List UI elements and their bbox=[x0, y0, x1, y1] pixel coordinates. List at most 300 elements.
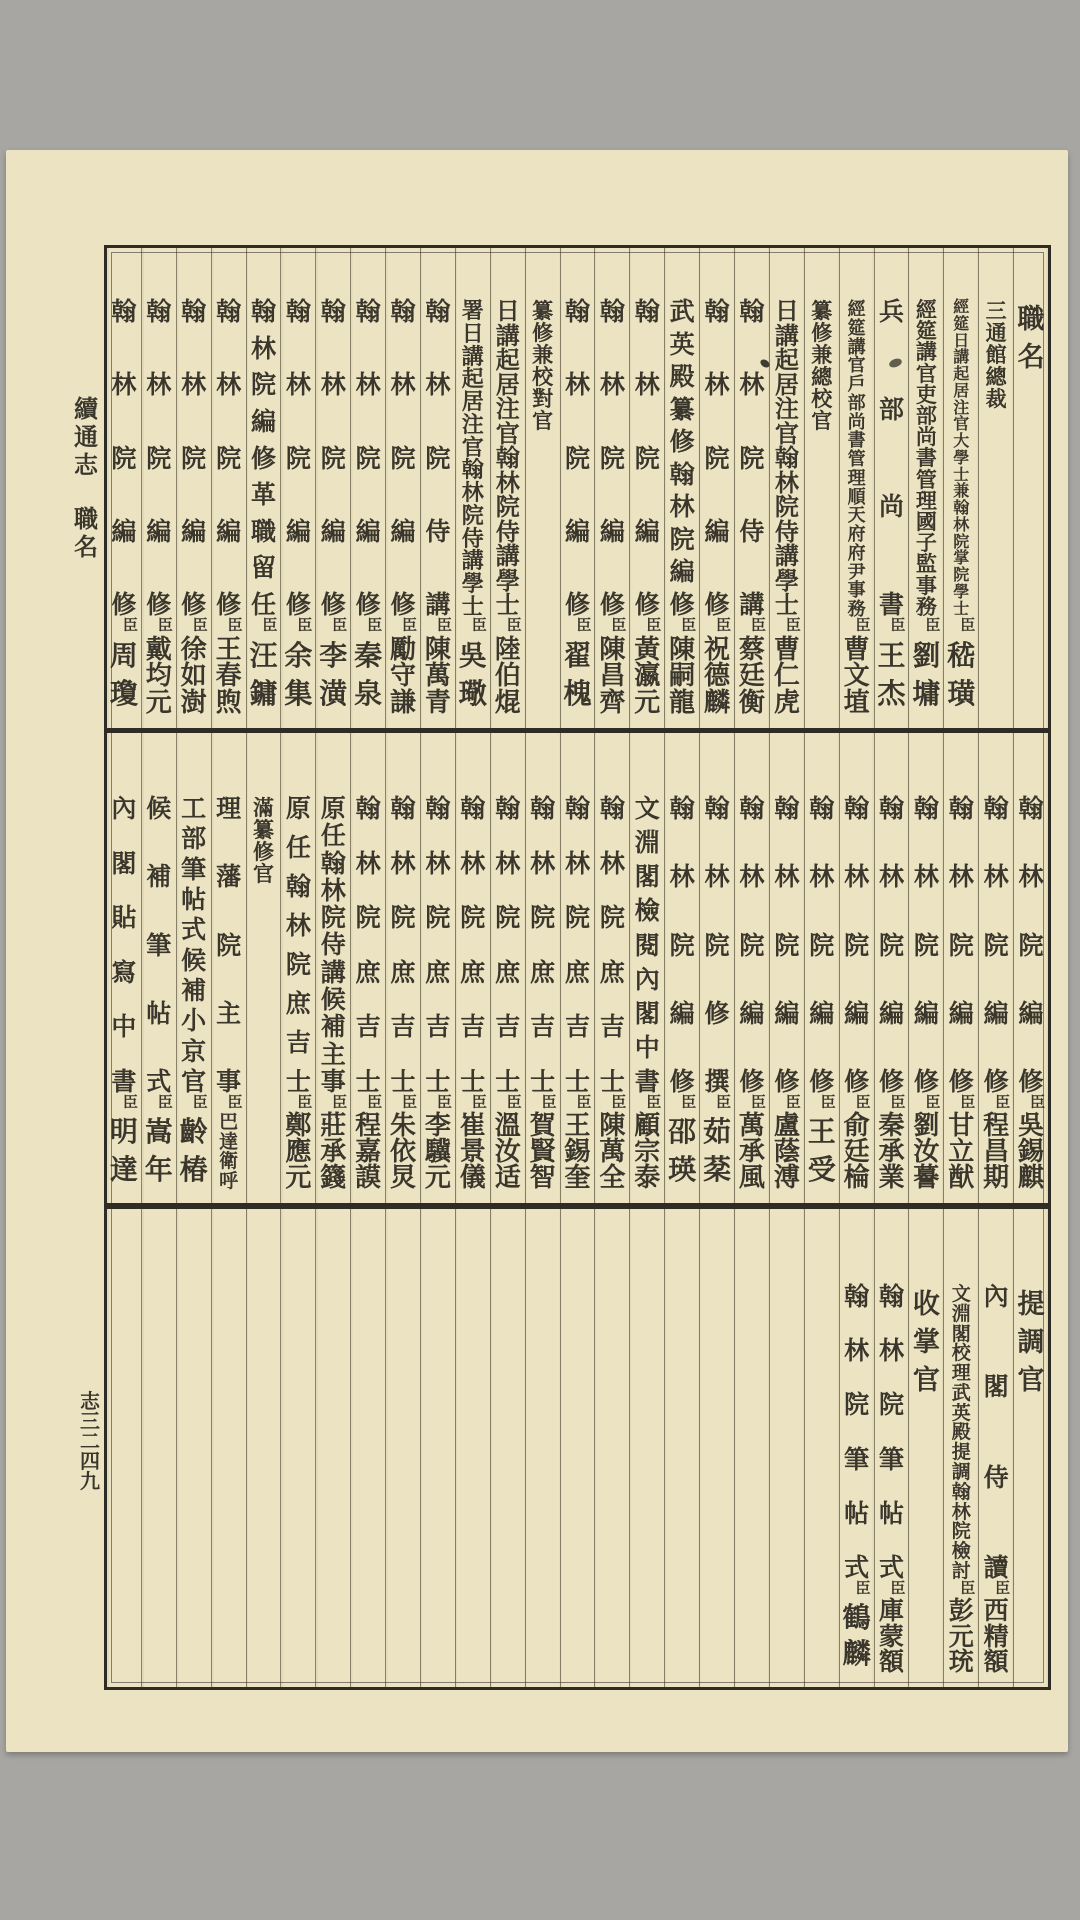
glyph: 事 bbox=[915, 573, 937, 598]
glyph: 調 bbox=[951, 1462, 971, 1484]
official-name bbox=[700, 636, 734, 716]
glyph: 淵 bbox=[634, 830, 660, 858]
glyph: 侍 bbox=[983, 1464, 1009, 1492]
glyph: 編 bbox=[634, 518, 660, 546]
glyph: 呼 bbox=[219, 1170, 239, 1192]
official-column bbox=[142, 248, 177, 728]
glyph: 翰 bbox=[216, 299, 242, 326]
official-name-block bbox=[875, 1581, 909, 1675]
official-title bbox=[595, 797, 629, 1095]
glyph: 林 bbox=[669, 494, 695, 522]
glyph: 汝 bbox=[913, 1137, 940, 1166]
glyph: 林 bbox=[878, 864, 904, 892]
glyph: 編 bbox=[355, 518, 381, 546]
glyph: 祝 bbox=[704, 634, 731, 664]
glyph: 修 bbox=[634, 592, 660, 619]
official-name-block bbox=[491, 1095, 525, 1191]
glyph: 翰 bbox=[951, 1481, 971, 1503]
official-name bbox=[316, 636, 350, 716]
glyph: 兼 bbox=[532, 343, 554, 367]
glyph: 林 bbox=[774, 470, 799, 497]
glyph: 式 bbox=[181, 917, 207, 945]
glyph: 修 bbox=[390, 592, 416, 619]
official-name bbox=[456, 636, 490, 716]
official-name bbox=[561, 636, 595, 716]
official-name bbox=[944, 1113, 978, 1191]
glyph: 庶 bbox=[530, 959, 556, 987]
glyph: 翰 bbox=[461, 457, 484, 483]
glyph: 修 bbox=[704, 1000, 730, 1028]
glyph: 編 bbox=[111, 518, 137, 546]
glyph: 吉 bbox=[285, 1030, 311, 1057]
glyph: 侍 bbox=[320, 932, 346, 960]
official-title bbox=[979, 797, 1013, 1095]
glyph: 任 bbox=[285, 835, 311, 862]
glyph: 起 bbox=[774, 348, 799, 374]
glyph: 文 bbox=[951, 1284, 971, 1305]
official-column bbox=[944, 1209, 979, 1687]
glyph: 澍 bbox=[180, 687, 207, 717]
official-title bbox=[770, 300, 804, 618]
official-name bbox=[491, 1113, 525, 1191]
glyph: 尚 bbox=[847, 411, 866, 432]
glyph: 翰 bbox=[844, 1284, 870, 1311]
glyph: 士 bbox=[285, 1069, 311, 1096]
glyph: 溫 bbox=[494, 1111, 521, 1140]
glyph: 總 bbox=[985, 365, 1007, 389]
glyph: 吉 bbox=[390, 1014, 416, 1042]
glyph: 裁 bbox=[985, 387, 1007, 411]
official-name-block bbox=[212, 618, 246, 716]
glyph: 翰 bbox=[320, 850, 346, 878]
glyph: 璜 bbox=[947, 679, 976, 710]
glyph: 修 bbox=[704, 592, 730, 619]
empty-column bbox=[316, 1209, 351, 1687]
minister-prefix: 臣 bbox=[785, 618, 801, 634]
glyph: 院 bbox=[146, 445, 172, 473]
glyph: 編 bbox=[564, 518, 590, 546]
glyph: 天 bbox=[847, 505, 866, 526]
minister-prefix: 臣 bbox=[192, 1095, 208, 1111]
glyph: 編 bbox=[250, 408, 276, 436]
minister-prefix: 臣 bbox=[506, 618, 522, 634]
glyph: 庶 bbox=[285, 991, 311, 1018]
glyph: 元 bbox=[634, 687, 661, 717]
empty-column bbox=[177, 1209, 212, 1687]
glyph: 棆 bbox=[843, 1163, 870, 1192]
glyph: 注 bbox=[774, 397, 799, 423]
glyph: 嵩 bbox=[144, 1117, 173, 1149]
glyph: 理 bbox=[915, 488, 937, 513]
official-title bbox=[979, 1285, 1013, 1581]
minister-prefix: 臣 bbox=[925, 1095, 941, 1111]
official-name bbox=[107, 1113, 141, 1191]
glyph: 翰 bbox=[599, 796, 625, 823]
glyph: 均 bbox=[145, 661, 172, 690]
margin-folio-number bbox=[76, 1392, 104, 1492]
official-title bbox=[107, 797, 141, 1095]
glyph: 李 bbox=[424, 1111, 451, 1140]
official-title bbox=[351, 300, 385, 618]
glyph: 編 bbox=[216, 518, 242, 546]
glyph: 林 bbox=[390, 850, 416, 878]
official-name-block bbox=[770, 618, 804, 716]
official-name bbox=[1014, 1113, 1048, 1191]
glyph: 起 bbox=[953, 366, 970, 384]
glyph: 編 bbox=[739, 1000, 765, 1028]
official-title bbox=[456, 300, 490, 618]
glyph: 講 bbox=[915, 340, 937, 365]
glyph: 士 bbox=[495, 593, 520, 619]
official-name-block bbox=[630, 618, 664, 716]
glyph: 府 bbox=[847, 542, 866, 563]
glyph: 院 bbox=[320, 445, 346, 473]
glyph: 修 bbox=[532, 321, 554, 345]
glyph: 任 bbox=[250, 592, 276, 619]
glyph: 院 bbox=[878, 1392, 904, 1420]
glyph: 院 bbox=[669, 932, 695, 960]
glyph: 潢 bbox=[319, 679, 348, 710]
official-title bbox=[875, 797, 909, 1095]
glyph: 院 bbox=[285, 952, 311, 979]
glyph: 管 bbox=[847, 449, 866, 469]
glyph: 蔭 bbox=[773, 1137, 800, 1166]
minister-prefix: 臣 bbox=[611, 618, 627, 634]
official-name-block bbox=[456, 618, 490, 716]
glyph: 院 bbox=[953, 533, 970, 551]
glyph: 元 bbox=[285, 1163, 312, 1192]
glyph: 講 bbox=[495, 544, 520, 570]
glyph: 纂 bbox=[669, 396, 695, 424]
glyph: 院 bbox=[530, 905, 556, 933]
glyph: 院 bbox=[599, 905, 625, 933]
official-name bbox=[700, 1113, 734, 1191]
glyph: 翰 bbox=[564, 796, 590, 823]
glyph: 士 bbox=[774, 593, 799, 619]
official-column bbox=[630, 248, 665, 728]
glyph: 林 bbox=[913, 864, 939, 892]
official-title bbox=[351, 797, 385, 1095]
glyph: 徐 bbox=[180, 634, 207, 664]
official-column bbox=[491, 733, 526, 1203]
glyph: 吏 bbox=[915, 382, 937, 407]
glyph: 王 bbox=[215, 634, 242, 664]
glyph: 經 bbox=[953, 299, 970, 316]
official-title bbox=[909, 300, 943, 618]
glyph: 官 bbox=[532, 409, 554, 433]
glyph: 事 bbox=[216, 1069, 242, 1096]
glyph: 院 bbox=[951, 1521, 971, 1543]
glyph: 林 bbox=[983, 864, 1009, 892]
glyph: 部 bbox=[181, 826, 207, 854]
glyph: 齊 bbox=[599, 687, 626, 717]
glyph: 院 bbox=[250, 372, 276, 400]
official-title bbox=[561, 797, 595, 1095]
official-column bbox=[979, 248, 1014, 728]
glyph: 兼 bbox=[811, 343, 833, 367]
glyph: 修 bbox=[285, 592, 311, 619]
glyph: 院 bbox=[320, 905, 346, 933]
glyph: 謨 bbox=[355, 1163, 382, 1192]
glyph: 景 bbox=[459, 1137, 486, 1166]
glyph: 麟 bbox=[704, 687, 731, 717]
glyph: 庶 bbox=[495, 959, 521, 987]
glyph: 泰 bbox=[634, 1163, 661, 1192]
glyph: 林 bbox=[599, 850, 625, 878]
official-name-block bbox=[561, 618, 595, 716]
glyph: 林 bbox=[495, 850, 521, 878]
glyph: 注 bbox=[953, 399, 970, 417]
glyph: 林 bbox=[1018, 864, 1044, 892]
official-column bbox=[526, 248, 561, 728]
glyph: 莊 bbox=[320, 1111, 347, 1140]
minister-prefix: 臣 bbox=[401, 618, 417, 634]
official-column bbox=[840, 1209, 875, 1687]
glyph: 吉 bbox=[599, 1014, 625, 1042]
glyph: 院 bbox=[390, 905, 416, 933]
official-title bbox=[281, 300, 315, 618]
glyph: 注 bbox=[495, 397, 520, 423]
glyph: 士 bbox=[599, 1068, 625, 1096]
official-name-block bbox=[316, 1095, 350, 1191]
glyph: 士 bbox=[564, 1068, 590, 1096]
glyph: 槐 bbox=[563, 679, 592, 710]
glyph: 翰 bbox=[739, 796, 765, 823]
glyph: 部 bbox=[915, 404, 937, 429]
minister-prefix: 臣 bbox=[332, 618, 348, 634]
glyph: 書 bbox=[847, 430, 866, 451]
glyph: 驥 bbox=[424, 1137, 451, 1166]
glyph: 武 bbox=[669, 299, 695, 326]
glyph: 林 bbox=[320, 877, 346, 905]
official-title bbox=[840, 300, 874, 618]
glyph: 林 bbox=[951, 1501, 971, 1523]
glyph: 式 bbox=[878, 1554, 904, 1582]
glyph: 閣 bbox=[634, 864, 660, 892]
empty-column bbox=[281, 1209, 316, 1687]
glyph: 官 bbox=[181, 1068, 207, 1096]
glyph: 讀 bbox=[983, 1554, 1009, 1582]
glyph: 受 bbox=[807, 1154, 836, 1186]
glyph: 編 bbox=[1018, 1000, 1044, 1028]
glyph: 編 bbox=[669, 559, 695, 587]
glyph: 學 bbox=[495, 568, 520, 595]
official-title bbox=[665, 797, 699, 1095]
official-name bbox=[456, 1113, 490, 1191]
glyph: 官 bbox=[252, 862, 274, 886]
minister-prefix: 臣 bbox=[890, 618, 906, 634]
glyph: 書 bbox=[111, 1068, 137, 1096]
glyph: 承 bbox=[738, 1137, 765, 1166]
glyph: 通 bbox=[985, 321, 1007, 345]
glyph: 院 bbox=[181, 445, 207, 473]
official-name bbox=[944, 636, 978, 716]
glyph: 齡 bbox=[179, 1117, 208, 1149]
glyph: 翰 bbox=[948, 796, 974, 823]
glyph: 曹 bbox=[843, 634, 870, 664]
glyph: 秦 bbox=[354, 641, 383, 672]
glyph: 瓊 bbox=[109, 679, 138, 710]
glyph: 收 bbox=[912, 1289, 940, 1319]
glyph: 吉 bbox=[460, 1014, 486, 1042]
official-column bbox=[770, 733, 805, 1203]
official-name-block bbox=[665, 618, 699, 716]
glyph: 林 bbox=[285, 913, 311, 940]
glyph: 侍 bbox=[774, 519, 799, 546]
glyph: 賢 bbox=[529, 1137, 556, 1166]
official-title bbox=[875, 300, 909, 618]
glyph: 對 bbox=[532, 387, 554, 411]
glyph: 職 bbox=[1017, 304, 1045, 334]
glyph: 吉 bbox=[425, 1014, 451, 1042]
official-name-block bbox=[805, 1095, 839, 1191]
minister-prefix: 臣 bbox=[995, 1095, 1011, 1111]
glyph: 邵 bbox=[668, 1117, 697, 1149]
official-column bbox=[805, 733, 840, 1203]
glyph: 務 bbox=[915, 594, 937, 619]
glyph: 汝 bbox=[494, 1137, 521, 1166]
official-name bbox=[665, 636, 699, 716]
glyph: 內 bbox=[983, 1284, 1009, 1311]
official-column bbox=[909, 733, 944, 1203]
glyph: 筆 bbox=[146, 932, 172, 960]
official-title bbox=[735, 797, 769, 1095]
glyph: 式 bbox=[844, 1554, 870, 1582]
glyph: 翰 bbox=[111, 299, 137, 326]
glyph: 泉 bbox=[354, 679, 383, 710]
glyph: 內 bbox=[634, 966, 660, 994]
official-column bbox=[177, 733, 212, 1203]
glyph: 官 bbox=[1017, 1365, 1045, 1395]
official-name-block bbox=[909, 618, 943, 716]
glyph: 額 bbox=[878, 1648, 904, 1676]
minister-prefix: 臣 bbox=[681, 1095, 697, 1111]
official-title bbox=[1014, 797, 1048, 1095]
official-column bbox=[875, 1209, 910, 1687]
glyph: 王 bbox=[877, 641, 906, 672]
glyph: 士 bbox=[953, 600, 970, 618]
glyph: 院 bbox=[425, 445, 451, 473]
glyph: 提 bbox=[951, 1442, 971, 1464]
glyph: 修 bbox=[146, 592, 172, 619]
glyph: 中 bbox=[111, 1014, 137, 1042]
glyph: 職 bbox=[250, 518, 276, 546]
glyph: 元 bbox=[145, 687, 172, 717]
minister-prefix: 臣 bbox=[332, 1095, 348, 1111]
official-column bbox=[561, 248, 596, 728]
glyph: 庶 bbox=[460, 959, 486, 987]
glyph: 瑛 bbox=[668, 1154, 697, 1186]
official-name bbox=[909, 1113, 943, 1191]
official-column bbox=[386, 248, 421, 728]
glyph: 林 bbox=[739, 372, 765, 400]
glyph: 院 bbox=[739, 445, 765, 473]
table-band-bottom bbox=[107, 1209, 1048, 1687]
glyph: 廷 bbox=[843, 1137, 870, 1166]
official-title bbox=[316, 300, 350, 618]
glyph: 淵 bbox=[951, 1303, 971, 1325]
glyph: 原 bbox=[320, 796, 346, 823]
glyph: 庶 bbox=[564, 959, 590, 987]
glyph: 注 bbox=[461, 411, 484, 437]
minister-prefix: 臣 bbox=[122, 1095, 138, 1111]
official-name bbox=[247, 636, 281, 716]
glyph: 翰 bbox=[460, 796, 486, 823]
official-column bbox=[281, 733, 316, 1203]
official-name-block bbox=[421, 618, 455, 716]
official-name bbox=[177, 636, 211, 716]
glyph: 修 bbox=[774, 1069, 800, 1096]
glyph: 儀 bbox=[459, 1163, 486, 1192]
minister-prefix: 臣 bbox=[646, 1095, 662, 1111]
glyph: 講 bbox=[847, 336, 866, 357]
minister-prefix: 臣 bbox=[925, 618, 941, 634]
official-column bbox=[979, 1209, 1014, 1687]
minister-prefix: 臣 bbox=[192, 618, 208, 634]
empty-column bbox=[142, 1209, 177, 1687]
empty-column bbox=[386, 1209, 421, 1687]
official-title bbox=[316, 797, 350, 1095]
glyph: 署 bbox=[461, 298, 484, 323]
official-name bbox=[944, 1599, 978, 1675]
official-name bbox=[107, 636, 141, 716]
glyph: 翰 bbox=[669, 796, 695, 823]
glyph: 修 bbox=[599, 592, 625, 619]
glyph: 瀛 bbox=[634, 661, 661, 690]
glyph: 謩 bbox=[913, 1163, 940, 1192]
glyph: 館 bbox=[985, 343, 1007, 367]
glyph: 調 bbox=[1017, 1327, 1045, 1357]
official-name bbox=[630, 636, 664, 716]
glyph: 院 bbox=[599, 445, 625, 473]
official-name-block bbox=[700, 618, 734, 716]
glyph: 部 bbox=[878, 396, 904, 424]
minister-prefix: 臣 bbox=[157, 1095, 173, 1111]
glyph: 閣 bbox=[951, 1323, 971, 1345]
glyph: 文 bbox=[634, 796, 660, 823]
minister-prefix: 臣 bbox=[750, 618, 766, 634]
glyph: 修 bbox=[878, 1069, 904, 1096]
minister-prefix: 臣 bbox=[367, 1095, 383, 1111]
official-name bbox=[840, 1599, 874, 1675]
glyph: 顧 bbox=[634, 1111, 661, 1140]
glyph: 院 bbox=[285, 445, 311, 473]
official-name-block bbox=[665, 1095, 699, 1191]
glyph: 居 bbox=[461, 389, 484, 415]
glyph: 智 bbox=[529, 1163, 556, 1192]
official-name-block bbox=[700, 1095, 734, 1191]
official-name-block bbox=[944, 1581, 978, 1675]
glyph: 筵 bbox=[915, 319, 937, 344]
official-title bbox=[526, 797, 560, 1095]
glyph: 林 bbox=[953, 516, 970, 534]
glyph: 殿 bbox=[669, 364, 695, 392]
empty-column bbox=[421, 1209, 456, 1687]
glyph: 士 bbox=[425, 1068, 451, 1096]
glyph: 閱 bbox=[634, 932, 660, 960]
glyph: 林 bbox=[355, 850, 381, 878]
glyph: 庶 bbox=[599, 959, 625, 987]
official-name bbox=[875, 1113, 909, 1191]
glyph: 吳 bbox=[458, 641, 487, 672]
glyph: 講 bbox=[739, 592, 765, 619]
glyph: 侍 bbox=[739, 518, 765, 546]
section-header bbox=[526, 300, 560, 432]
official-column bbox=[735, 733, 770, 1203]
official-name bbox=[770, 636, 804, 716]
glyph: 林 bbox=[285, 372, 311, 400]
official-column bbox=[316, 733, 351, 1203]
